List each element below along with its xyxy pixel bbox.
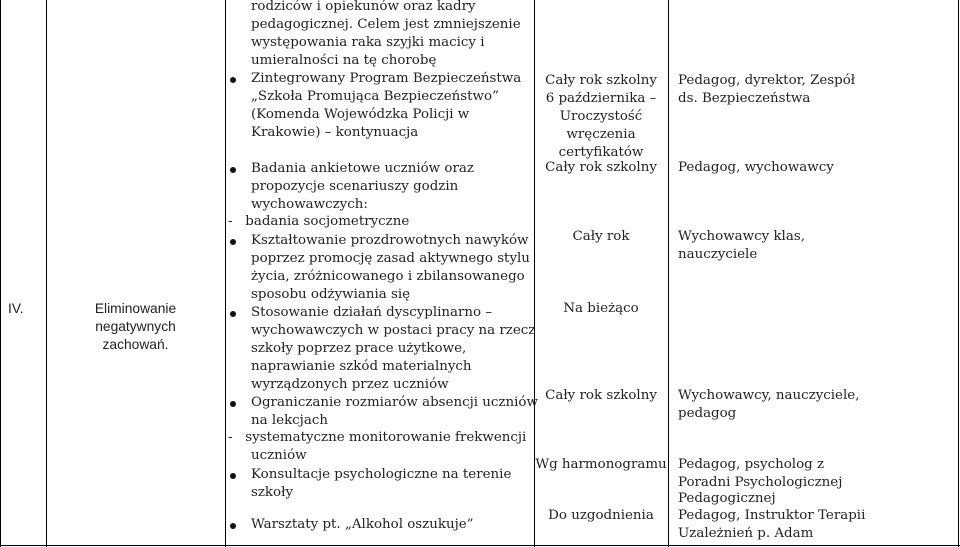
task-line: szkoły poprzez prace użytkowe, [251,341,467,356]
task-line: Kształtowanie prozdrowotnych nawyków [251,233,529,248]
task-line: wychowawczych w postaci pracy na rzecz [251,323,536,338]
task-line: szkoły [251,485,294,500]
task-line: naprawianie szkód materialnych [251,359,472,374]
task-line: sposobu odżywiania się [251,287,411,302]
task-line: propozycje scenariuszy godzin [251,179,459,194]
term-line: 6 października – [545,91,657,106]
task-line: Warsztaty pt. „Alkohol oszukuje” [251,517,474,532]
responsible-line: Poradni Psychologicznej [678,475,843,490]
responsible-line: Pedagog, wychowawcy [678,160,834,175]
bullet-icon [230,167,236,173]
term-line: Wg harmonogramu [535,457,667,472]
task-line: (Komenda Wojewódzka Policji w [251,107,470,122]
responsible-line: Wychowawcy, nauczyciele, [678,388,860,403]
task-line: umieralności na tę chorobę [251,53,437,68]
responsible-line: Wychowawcy klas, [678,229,805,244]
bullet-icon [230,311,236,317]
bullet-icon [230,523,236,529]
task-line: Badania ankietowe uczniów oraz [251,161,474,176]
term-line: Na bieżąco [563,301,639,316]
responsible-line: Uzależnień p. Adam [678,526,814,541]
responsible-line: Pedagogicznej [678,491,776,506]
task-line: Ograniczanie rozmiarów absencji uczniów [251,395,538,410]
task-line: „Szkoła Promująca Bezpieczeństwo” [251,89,499,104]
task-line: poprzez promocję zasad aktywnego stylu [251,251,530,266]
task-line: Krakowie) – kontynuacja [251,125,419,140]
task-line: uczniów [251,448,307,463]
term-line: Cały rok szkolny [545,73,657,88]
task-line: Stosowanie działań dyscyplinarno – [251,305,493,320]
task-line: występowania raka szyjki macicy i [251,35,485,50]
term-line: Cały rok szkolny [545,388,657,403]
task-line: - systematyczne monitorowanie frekwencji [228,430,527,445]
task-line: Konsultacje psychologiczne na terenie [251,467,512,482]
term-line: certyfikatów [558,145,644,160]
responsible-line: Pedagog, Instruktor Terapii [678,508,866,523]
goal-line: Eliminowanie [94,301,177,316]
term-line: Cały rok [572,229,630,244]
task-line: wychowawczych: [251,197,368,212]
responsible-line: Pedagog, psycholog z [678,457,825,472]
term-line: Cały rok szkolny [545,160,657,175]
table-border-right [958,0,959,547]
term-line: Uroczystość [559,109,643,124]
responsible-line: nauczyciele [678,247,758,262]
task-line: Zintegrowany Program Bezpieczeństwa [251,71,522,86]
task-line: pedagogicznej. Celem jest zmniejszenie [251,17,521,32]
table-border-bottom [0,545,960,546]
task-line: wyrządzonych przez uczniów [251,377,449,392]
task-line: rodziców i opiekunów oraz kadry [251,0,476,14]
column-divider-1 [46,0,47,547]
term-line: wręczenia [566,127,636,142]
goal-line: negatywnych [95,319,176,334]
task-line: życia, zróżnicowanego i zbilansowanego [251,269,525,284]
goal-line: zachowań. [102,337,169,352]
task-line: na lekcjach [251,413,328,428]
responsible-line: Pedagog, dyrektor, Zespół [678,73,856,88]
column-divider-2 [225,0,226,547]
responsible-line: pedagog [678,406,737,421]
column-divider-4 [668,0,669,547]
bullet-icon [230,77,236,83]
task-line: - badania socjometryczne [228,214,410,229]
bullet-icon [230,473,236,479]
bullet-icon [230,401,236,407]
table-border-left [0,0,1,547]
term-line: Do uzgodnienia [548,508,654,523]
responsible-line: ds. Bezpieczeństwa [678,91,811,106]
row-number: IV. [8,301,24,316]
bullet-icon [230,239,236,245]
